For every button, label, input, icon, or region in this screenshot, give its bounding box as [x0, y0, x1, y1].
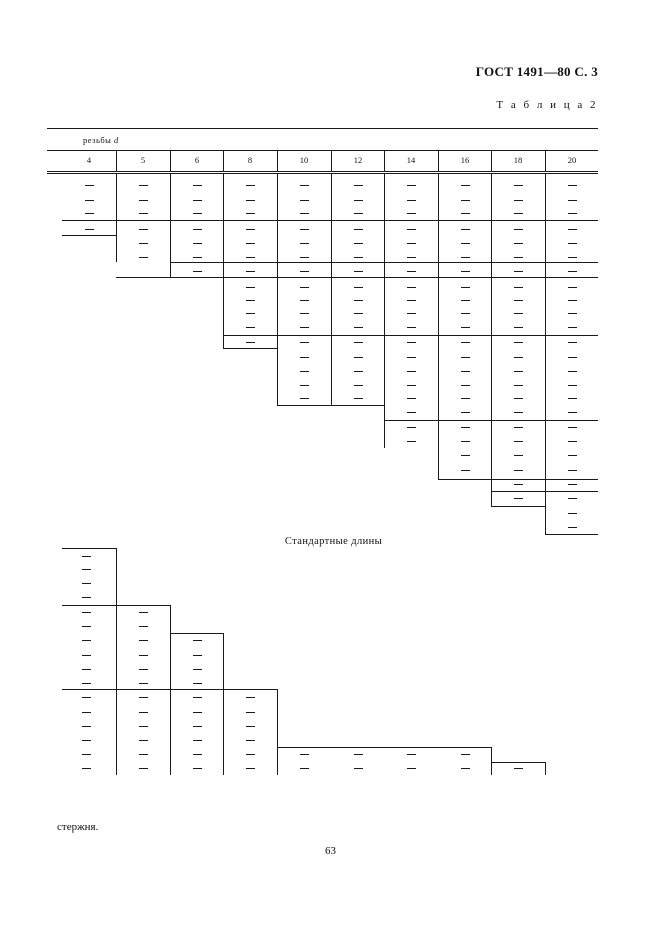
dash-cell	[82, 754, 91, 755]
dash-cell	[568, 455, 577, 456]
dash-cell	[354, 271, 363, 272]
dash-cell	[407, 200, 416, 201]
dash-cell	[568, 470, 577, 471]
dash-cell	[407, 385, 416, 386]
dash-cell	[514, 300, 523, 301]
dash-cell	[461, 455, 470, 456]
dash-cell	[82, 583, 91, 584]
dash-cell	[514, 470, 523, 471]
dash-cell	[300, 371, 309, 372]
dash-cell	[568, 185, 577, 186]
dash-cell	[461, 185, 470, 186]
dash-cell	[514, 229, 523, 230]
thread-label-text: резьбы	[83, 135, 112, 145]
dash-cell	[568, 200, 577, 201]
row-rule	[491, 506, 545, 507]
dash-cell	[407, 213, 416, 214]
dash-cell	[514, 484, 523, 485]
dash-cell	[514, 385, 523, 386]
dash-cell	[354, 398, 363, 399]
dash-cell	[246, 697, 255, 698]
dash-cell	[193, 243, 202, 244]
dash-cell	[193, 655, 202, 656]
dash-cell	[300, 287, 309, 288]
dash-cell	[82, 712, 91, 713]
column-rule	[277, 173, 278, 405]
row-rule	[491, 762, 545, 763]
dash-cell	[461, 357, 470, 358]
dash-cell	[461, 300, 470, 301]
dash-cell	[461, 243, 470, 244]
row-rule	[170, 633, 223, 634]
dash-cell	[461, 213, 470, 214]
column-rule	[170, 605, 171, 775]
dash-cell	[568, 441, 577, 442]
dash-cell	[514, 243, 523, 244]
thread-diameter-14: 14	[406, 155, 416, 165]
dash-cell	[568, 327, 577, 328]
dash-cell	[246, 768, 255, 769]
dash-cell	[139, 243, 148, 244]
thread-diameter-12: 12	[353, 155, 363, 165]
dash-cell	[82, 768, 91, 769]
dash-cell	[354, 313, 363, 314]
footnote-text: стержня.	[57, 821, 99, 833]
thread-diameter-16: 16	[460, 155, 470, 165]
dash-cell	[407, 754, 416, 755]
row-rule	[384, 420, 598, 421]
dash-cell	[568, 484, 577, 485]
column-rule	[545, 762, 546, 775]
dash-cell	[568, 287, 577, 288]
dash-cell	[461, 768, 470, 769]
dash-cell	[407, 287, 416, 288]
dash-cell	[354, 371, 363, 372]
dash-cell	[407, 327, 416, 328]
dash-cell	[354, 357, 363, 358]
dash-cell	[82, 655, 91, 656]
dash-cell	[568, 257, 577, 258]
dash-cell	[514, 271, 523, 272]
row-rule	[545, 534, 598, 535]
dash-cell	[193, 229, 202, 230]
row-rule	[62, 548, 116, 549]
dash-cell	[354, 185, 363, 186]
dash-cell	[139, 655, 148, 656]
row-rule	[62, 689, 277, 690]
dash-cell	[568, 527, 577, 528]
column-rule	[331, 173, 332, 405]
dash-cell	[568, 342, 577, 343]
dash-cell	[139, 669, 148, 670]
column-rule	[384, 173, 385, 448]
dash-cell	[407, 271, 416, 272]
dash-cell	[82, 669, 91, 670]
thread-diameter-label	[83, 135, 119, 145]
dash-cell	[407, 342, 416, 343]
dash-cell	[139, 754, 148, 755]
dash-cell	[568, 357, 577, 358]
dash-cell	[514, 441, 523, 442]
dash-cell	[568, 243, 577, 244]
dash-cell	[461, 470, 470, 471]
dash-cell	[139, 697, 148, 698]
header-top-rule	[47, 128, 598, 129]
dash-cell	[407, 412, 416, 413]
row-rule	[491, 491, 598, 492]
dash-cell	[246, 313, 255, 314]
header-mid-rule	[47, 150, 598, 151]
dash-cell	[461, 754, 470, 755]
dash-cell	[139, 185, 148, 186]
row-rule	[62, 605, 170, 606]
dash-cell	[193, 213, 202, 214]
dash-cell	[85, 185, 94, 186]
dash-cell	[354, 754, 363, 755]
dash-cell	[300, 327, 309, 328]
standard-lengths-title: Стандартные длины	[284, 536, 383, 547]
dash-cell	[461, 385, 470, 386]
table-label: Т а б л и ц а 2	[496, 99, 598, 111]
dash-cell	[246, 185, 255, 186]
dash-cell	[514, 342, 523, 343]
dash-cell	[193, 740, 202, 741]
dash-cell	[193, 683, 202, 684]
dash-cell	[354, 327, 363, 328]
dash-cell	[568, 412, 577, 413]
dash-cell	[461, 412, 470, 413]
dash-cell	[514, 327, 523, 328]
dash-cell	[300, 357, 309, 358]
header-bottom-rule	[47, 173, 598, 174]
dash-cell	[568, 229, 577, 230]
dash-cell	[568, 271, 577, 272]
dash-cell	[85, 213, 94, 214]
row-rule	[438, 479, 598, 480]
dash-cell	[193, 185, 202, 186]
dash-cell	[514, 498, 523, 499]
thread-diameter-5: 5	[140, 155, 146, 165]
dash-cell	[461, 313, 470, 314]
dash-cell	[139, 626, 148, 627]
dash-cell	[568, 385, 577, 386]
dash-cell	[300, 200, 309, 201]
dash-cell	[193, 697, 202, 698]
dash-cell	[354, 257, 363, 258]
dash-cell	[246, 342, 255, 343]
dash-cell	[82, 626, 91, 627]
dash-cell	[139, 213, 148, 214]
dash-cell	[461, 327, 470, 328]
dash-cell	[246, 213, 255, 214]
dash-cell	[461, 271, 470, 272]
dash-cell	[246, 243, 255, 244]
page-number: 63	[325, 845, 336, 857]
dash-cell	[407, 357, 416, 358]
dash-cell	[300, 185, 309, 186]
dash-cell	[461, 398, 470, 399]
row-rule	[116, 277, 598, 278]
dash-cell	[300, 754, 309, 755]
dash-cell	[300, 229, 309, 230]
dash-cell	[246, 327, 255, 328]
dash-cell	[568, 398, 577, 399]
dash-cell	[193, 712, 202, 713]
dash-cell	[246, 229, 255, 230]
dash-cell	[354, 213, 363, 214]
dash-cell	[246, 726, 255, 727]
dash-cell	[461, 342, 470, 343]
column-rule	[116, 173, 117, 262]
dash-cell	[514, 427, 523, 428]
dash-cell	[407, 185, 416, 186]
dash-cell	[300, 768, 309, 769]
dash-cell	[568, 213, 577, 214]
header-bottom-rule	[47, 171, 598, 172]
dash-cell	[300, 213, 309, 214]
dash-cell	[300, 398, 309, 399]
dash-cell	[300, 300, 309, 301]
dash-cell	[139, 726, 148, 727]
dash-cell	[568, 498, 577, 499]
dash-cell	[300, 257, 309, 258]
dash-cell	[407, 257, 416, 258]
thread-diameter-18: 18	[513, 155, 523, 165]
dash-cell	[354, 229, 363, 230]
dash-cell	[514, 357, 523, 358]
dash-cell	[193, 640, 202, 641]
dash-cell	[139, 612, 148, 613]
dash-cell	[461, 441, 470, 442]
dash-cell	[246, 287, 255, 288]
dash-cell	[514, 768, 523, 769]
dash-cell	[461, 229, 470, 230]
dash-cell	[514, 287, 523, 288]
column-rule	[491, 173, 492, 506]
row-rule	[62, 235, 116, 236]
dash-cell	[407, 427, 416, 428]
dash-cell	[82, 683, 91, 684]
document-reference: ГОСТ 1491—80 С. 3	[475, 64, 598, 79]
dash-cell	[193, 271, 202, 272]
dash-cell	[354, 342, 363, 343]
dash-cell	[300, 342, 309, 343]
dash-cell	[354, 243, 363, 244]
dash-cell	[85, 229, 94, 230]
dash-cell	[82, 697, 91, 698]
dash-cell	[139, 257, 148, 258]
dash-cell	[514, 213, 523, 214]
dash-cell	[139, 683, 148, 684]
row-rule	[223, 335, 598, 336]
dash-cell	[139, 640, 148, 641]
dash-cell	[568, 427, 577, 428]
dash-cell	[354, 200, 363, 201]
dash-cell	[354, 768, 363, 769]
dash-cell	[407, 371, 416, 372]
dash-cell	[407, 398, 416, 399]
dash-cell	[461, 257, 470, 258]
dash-cell	[568, 300, 577, 301]
dash-cell	[354, 385, 363, 386]
dash-cell	[246, 271, 255, 272]
dash-cell	[461, 200, 470, 201]
dash-cell	[514, 455, 523, 456]
dash-cell	[407, 229, 416, 230]
column-rule	[223, 173, 224, 348]
dash-cell	[407, 768, 416, 769]
column-rule	[491, 747, 492, 775]
dash-cell	[82, 726, 91, 727]
dash-cell	[514, 257, 523, 258]
column-rule	[116, 548, 117, 775]
dash-cell	[193, 768, 202, 769]
dash-cell	[407, 243, 416, 244]
dash-cell	[461, 427, 470, 428]
dash-cell	[193, 257, 202, 258]
thread-diameter-4: 4	[86, 155, 92, 165]
dash-cell	[461, 287, 470, 288]
dash-cell	[300, 271, 309, 272]
dash-cell	[568, 371, 577, 372]
dash-cell	[514, 371, 523, 372]
dash-cell	[354, 287, 363, 288]
dash-cell	[139, 712, 148, 713]
dash-cell	[82, 556, 91, 557]
column-rule	[277, 689, 278, 775]
dash-cell	[193, 754, 202, 755]
thread-diameter-6: 6	[194, 155, 200, 165]
dash-cell	[139, 768, 148, 769]
dash-cell	[568, 513, 577, 514]
thread-symbol: d	[114, 135, 119, 145]
dash-cell	[461, 371, 470, 372]
dash-cell	[193, 726, 202, 727]
dash-cell	[193, 200, 202, 201]
dash-cell	[246, 754, 255, 755]
dash-cell	[300, 313, 309, 314]
dash-cell	[300, 385, 309, 386]
dash-cell	[193, 669, 202, 670]
dash-cell	[246, 740, 255, 741]
dash-cell	[139, 200, 148, 201]
dash-cell	[514, 200, 523, 201]
dash-cell	[407, 300, 416, 301]
dash-cell	[568, 313, 577, 314]
dash-cell	[82, 569, 91, 570]
dash-cell	[246, 200, 255, 201]
row-rule	[62, 220, 598, 221]
dash-cell	[82, 640, 91, 641]
dash-cell	[139, 740, 148, 741]
column-rule	[438, 173, 439, 479]
dash-cell	[246, 712, 255, 713]
dash-cell	[246, 257, 255, 258]
dash-cell	[407, 313, 416, 314]
column-rule	[223, 633, 224, 775]
dash-cell	[407, 441, 416, 442]
dash-cell	[246, 300, 255, 301]
thread-diameter-8: 8	[247, 155, 253, 165]
dash-cell	[300, 243, 309, 244]
thread-diameter-10: 10	[299, 155, 309, 165]
dash-cell	[514, 398, 523, 399]
dash-cell	[85, 200, 94, 201]
row-rule	[223, 348, 277, 349]
dash-cell	[82, 612, 91, 613]
row-rule	[277, 747, 491, 748]
dash-cell	[139, 229, 148, 230]
dash-cell	[82, 740, 91, 741]
thread-diameter-20: 20	[567, 155, 577, 165]
row-rule	[277, 405, 384, 406]
dash-cell	[82, 597, 91, 598]
dash-cell	[514, 185, 523, 186]
row-rule	[170, 262, 598, 263]
dash-cell	[354, 300, 363, 301]
dash-cell	[514, 313, 523, 314]
dash-cell	[514, 412, 523, 413]
